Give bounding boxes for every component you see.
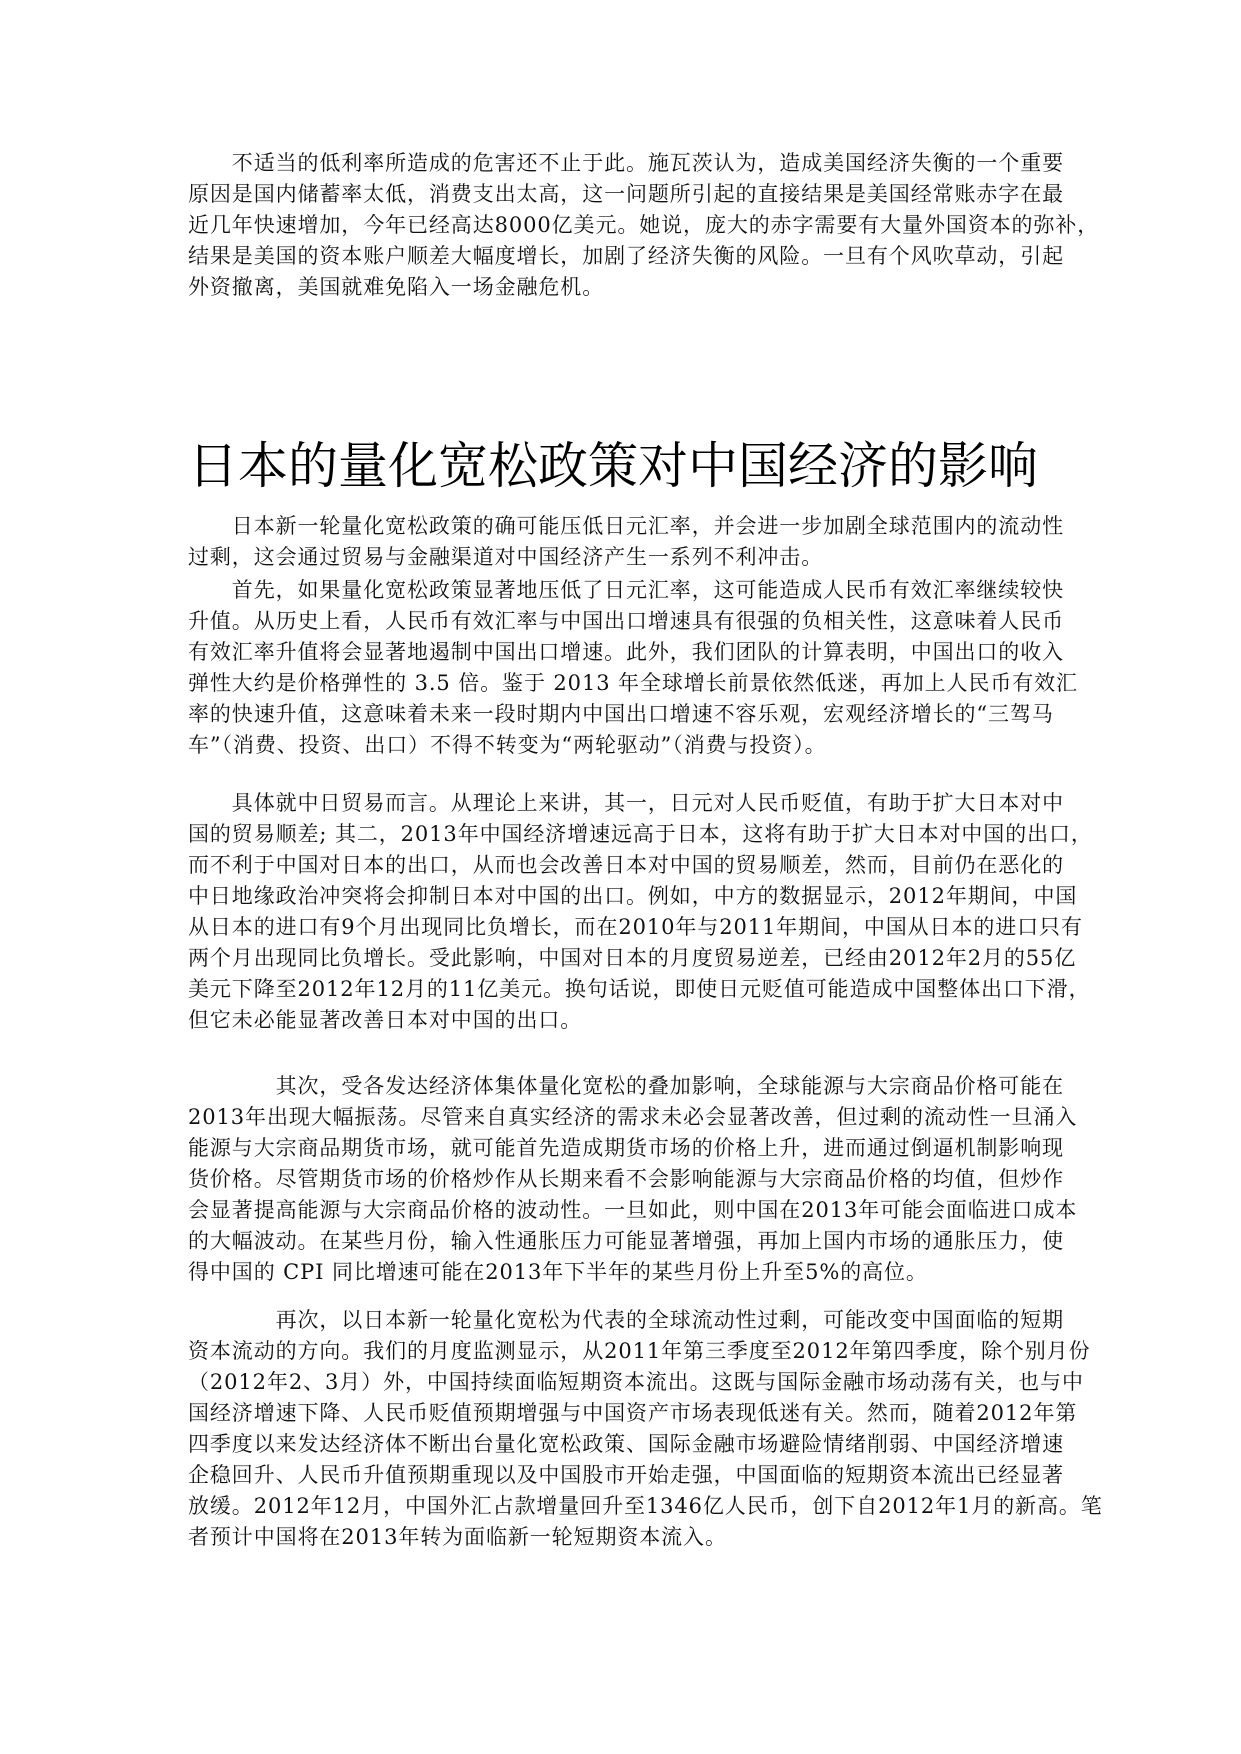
paragraph-4 [188,788,1093,1036]
text-line: 者预计中国将在2013年转为面临新一轮短期资本流入。 [188,1525,727,1549]
section-heading: 日本的量化宽松政策对中国经济的影响 [188,437,1038,495]
text-line: 从日本的进口有9个月出现同比负增长，而在2010年与2011年期间，中国从日本的进口只有 [188,915,1083,939]
text-line: 近几年快速增加，今年已经高达8000亿美元。她说，庞大的赤字需要有大量外国资本的弥补， [188,213,1100,237]
paragraph-6 [188,1305,1103,1553]
text-line: 而不利于中国对日本的出口，从而也会改善日本对中国的贸易顺差，然而，目前仍在恶化的 [188,853,1064,877]
text-line: 货价格。尽管期货市场的价格炒作从长期来看不会影响能源与大宗商品价格的均值，但炒作 [188,1167,1064,1191]
paragraph-3 [188,575,1078,761]
text-line: 车”（消费、投资、出口）不得不转变为“两轮驱动”（消费与投资）。 [188,733,827,757]
text-line: 其次，受各发达经济体集体量化宽松的叠加影响，全球能源与大宗商品价格可能在 [188,1074,1064,1098]
text-line: 国经济增速下降、人民币贬值预期增强与中国资产市场表现低迷有关。然而，随着2012年第 [188,1401,1078,1425]
text-line: 结果是美国的资本账户顺差大幅度增长，加剧了经济失衡的风险。一旦有个风吹草动，引起 [188,244,1064,268]
text-line: 不适当的低利率所造成的危害还不止于此。施瓦茨认为，造成美国经济失衡的一个重要 [188,151,1064,175]
text-line: 外资撤离，美国就难免陷入一场金融危机。 [188,275,605,299]
paragraph-5 [188,1071,1078,1288]
text-line: 升值。从历史上看，人民币有效汇率与中国出口增速具有很强的负相关性，这意味着人民币 [188,609,1064,633]
text-line: 资本流动的方向。我们的月度监测显示，从2011年第三季度至2012年第四季度，除个别月份 [188,1339,1091,1363]
text-line: 放缓。2012年12月，中国外汇占款增量回升至1346亿人民币，创下自2012年1月的新高。笔 [188,1494,1103,1518]
text-line: 日本新一轮量化宽松政策的确可能压低日元汇率，并会进一步加剧全球范围内的流动性 [188,514,1064,538]
text-line: 四季度以来发达经济体不断出台量化宽松政策、国际金融市场避险情绪削弱、中国经济增速 [188,1432,1064,1456]
paragraph-2 [188,511,1064,573]
text-line: 弹性大约是价格弹性的 3.5 倍。鉴于 2013 年全球增长前景依然低迷，再加上人民币有效汇 [188,671,1078,695]
text-line: （2012年2、3月）外，中国持续面临短期资本流出。这既与国际金融市场动荡有关，也与中 [188,1370,1084,1394]
text-line: 会显著提高能源与大宗商品价格的波动性。一旦如此，则中国在2013年可能会面临进口成本 [188,1198,1078,1222]
text-line: 两个月出现同比负增长。受此影响，中国对日本的月度贸易逆差，已经由2012年2月的55亿 [188,946,1077,970]
text-line: 率的快速升值，这意味着未来一段时期内中国出口增速不容乐观，宏观经济增长的“三驾马 [188,702,1054,726]
text-line: 2013年出现大幅振荡。尽管来自真实经济的需求未必会显著改善，但过剩的流动性一旦涌入 [188,1105,1078,1129]
text-line: 企稳回升、人民币升值预期重现以及中国股市开始走强，中国面临的短期资本流出已经显著 [188,1463,1064,1487]
text-line: 中日地缘政治冲突将会抑制日本对中国的出口。例如，中方的数据显示，2012年期间，中国 [188,884,1078,908]
text-line: 首先，如果量化宽松政策显著地压低了日元汇率，这可能造成人民币有效汇率继续较快 [188,578,1064,602]
text-line: 国的贸易顺差; 其二，2013年中国经济增速远高于日本，这将有助于扩大日本对中国的出口， [188,822,1093,846]
text-line: 的大幅波动。在某些月份，输入性通胀压力可能显著增强，再加上国内市场的通胀压力，使 [188,1229,1064,1253]
text-line: 有效汇率升值将会显著地遏制中国出口增速。此外，我们团队的计算表明，中国出口的收入 [188,640,1064,664]
text-line: 但它未必能显著改善日本对中国的出口。 [188,1008,583,1032]
text-line: 原因是国内储蓄率太低，消费支出太高，这一问题所引起的直接结果是美国经常账赤字在最 [188,182,1064,206]
text-line: 得中国的 CPI 同比增速可能在2013年下半年的某些月份上升至5%的高位。 [188,1260,928,1284]
text-line: 具体就中日贸易而言。从理论上来讲，其一，日元对人民币贬值，有助于扩大日本对中 [188,791,1064,815]
text-line: 再次，以日本新一轮量化宽松为代表的全球流动性过剩，可能改变中国面临的短期 [188,1308,1064,1332]
paragraph-1 [188,148,1100,303]
text-line: 过剩，这会通过贸易与金融渠道对中国经济产生一系列不利冲击。 [188,545,824,569]
text-line: 美元下降至2012年12月的11亿美元。换句话说，即使日元贬值可能造成中国整体出口下滑， [188,977,1091,1001]
text-line: 能源与大宗商品期货市场，就可能首先造成期货市场的价格上升，进而通过倒逼机制影响现 [188,1136,1064,1160]
